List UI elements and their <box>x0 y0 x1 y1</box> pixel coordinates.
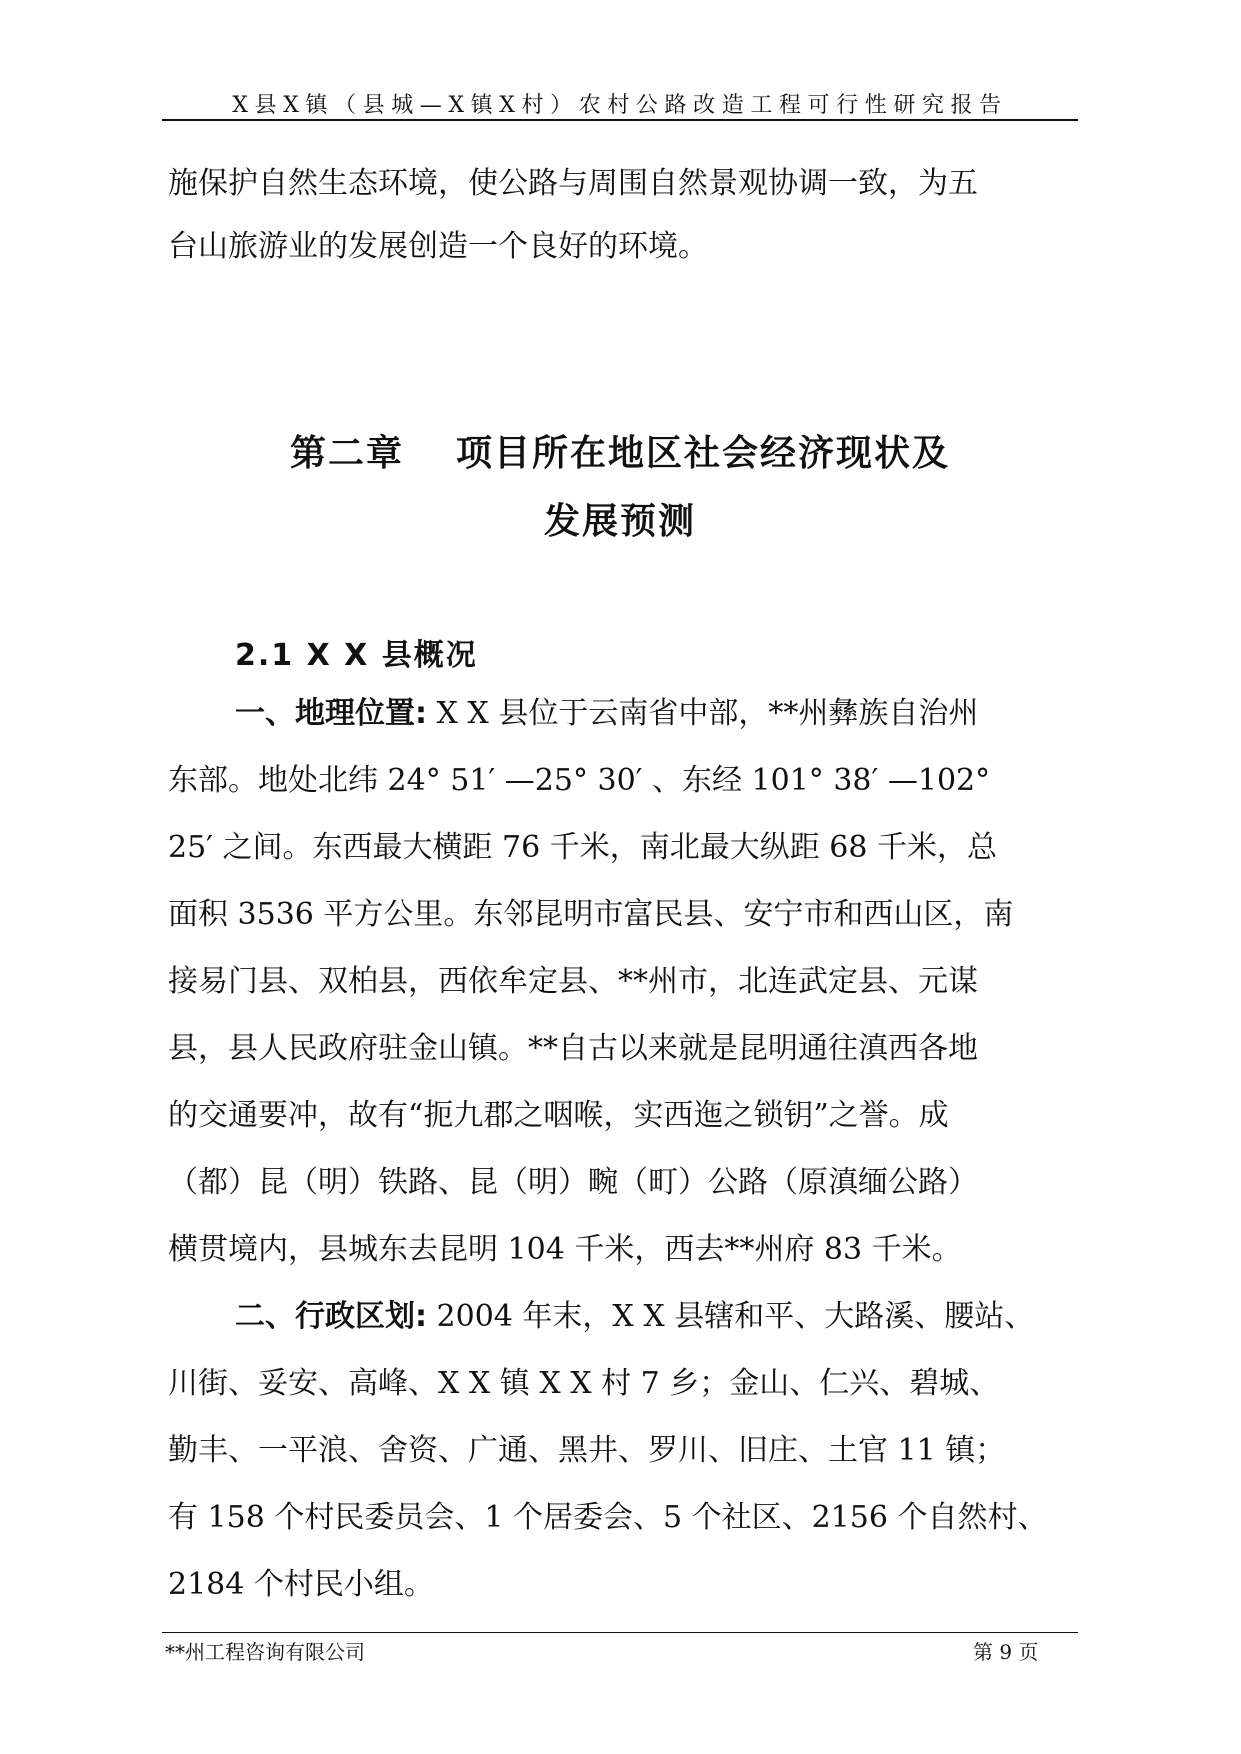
chapter-title-line-2: 发展预测 <box>543 500 696 542</box>
paragraph-geography-line-8: （都）昆（明）铁路、昆（明）畹（町）公路（原滇缅公路） <box>168 1165 978 1200</box>
intro-line-1: 施保护自然生态环境，使公路与周围自然景观协调一致，为五 <box>168 166 978 201</box>
paragraph-admin-line-5: 2184 个村民小组。 <box>168 1567 434 1602</box>
section-heading: 2.1 X X 县概况 <box>235 638 478 673</box>
paragraph-geography-line-2: 东部。地处北纬 24° 51′ —25° 30′ 、东经 101° 38′ —102° <box>168 763 991 798</box>
paragraph-admin-line-3: 勤丰、一平浪、舍资、广通、黑井、罗川、旧庄、土官 11 镇； <box>168 1433 1006 1468</box>
paragraph-geography-lead: 一、地理位置: <box>235 696 427 731</box>
paragraph-geography-line-9: 横贯境内，县城东去昆明 104 千米，西去**州府 83 千米。 <box>168 1232 962 1267</box>
paragraph-admin-text: 2004 年末，X X 县辖和平、大路溪、腰站、 <box>427 1299 1035 1334</box>
paragraph-geography-line-4: 面积 3536 平方公里。东邻昆明市富民县、安宁市和西山区，南 <box>168 897 1014 932</box>
chapter-title-line-1 <box>162 425 1078 476</box>
paragraph-geography-line-5: 接易门县、双柏县，西依牟定县、**州市，北连武定县、元谋 <box>168 964 978 999</box>
paragraph-geography-line-3: 25′ 之间。东西最大横距 76 千米，南北最大纵距 68 千米，总 <box>168 830 998 865</box>
header-rule <box>162 119 1078 121</box>
paragraph-geography-text: X X 县位于云南省中部，**州彝族自治州 <box>427 696 979 731</box>
footer-rule <box>162 1632 1078 1633</box>
footer-page-number: 第 9 页 <box>973 1640 1039 1664</box>
intro-line-2: 台山旅游业的发展创造一个良好的环境。 <box>168 229 708 264</box>
chapter-number: 第二章 <box>289 432 404 474</box>
paragraph-geography-line-7: 的交通要冲，故有“扼九郡之咽喉，实西迤之锁钥”之誉。成 <box>168 1098 949 1133</box>
chapter-title-text: 项目所在地区社会经济现状及 <box>456 432 951 474</box>
paragraph-admin-line-4: 有 158 个村民委员会、1 个居委会、5 个社区、2156 个自然村、 <box>168 1500 1048 1535</box>
running-header: X县X镇（县城—X镇X村）农村公路改造工程可行性研究报告 <box>232 93 1008 118</box>
paragraph-admin-line-1 <box>235 1297 1034 1337</box>
footer-company: **州工程咨询有限公司 <box>165 1640 365 1664</box>
paragraph-admin-line-2: 川街、妥安、高峰、X X 镇 X X 村 7 乡；金山、仁兴、碧城、 <box>168 1366 1000 1401</box>
paragraph-geography-line-1 <box>235 694 978 734</box>
paragraph-geography-line-6: 县，县人民政府驻金山镇。**自古以来就是昆明通往滇西各地 <box>168 1031 978 1066</box>
paragraph-admin-lead: 二、行政区划: <box>235 1299 427 1334</box>
